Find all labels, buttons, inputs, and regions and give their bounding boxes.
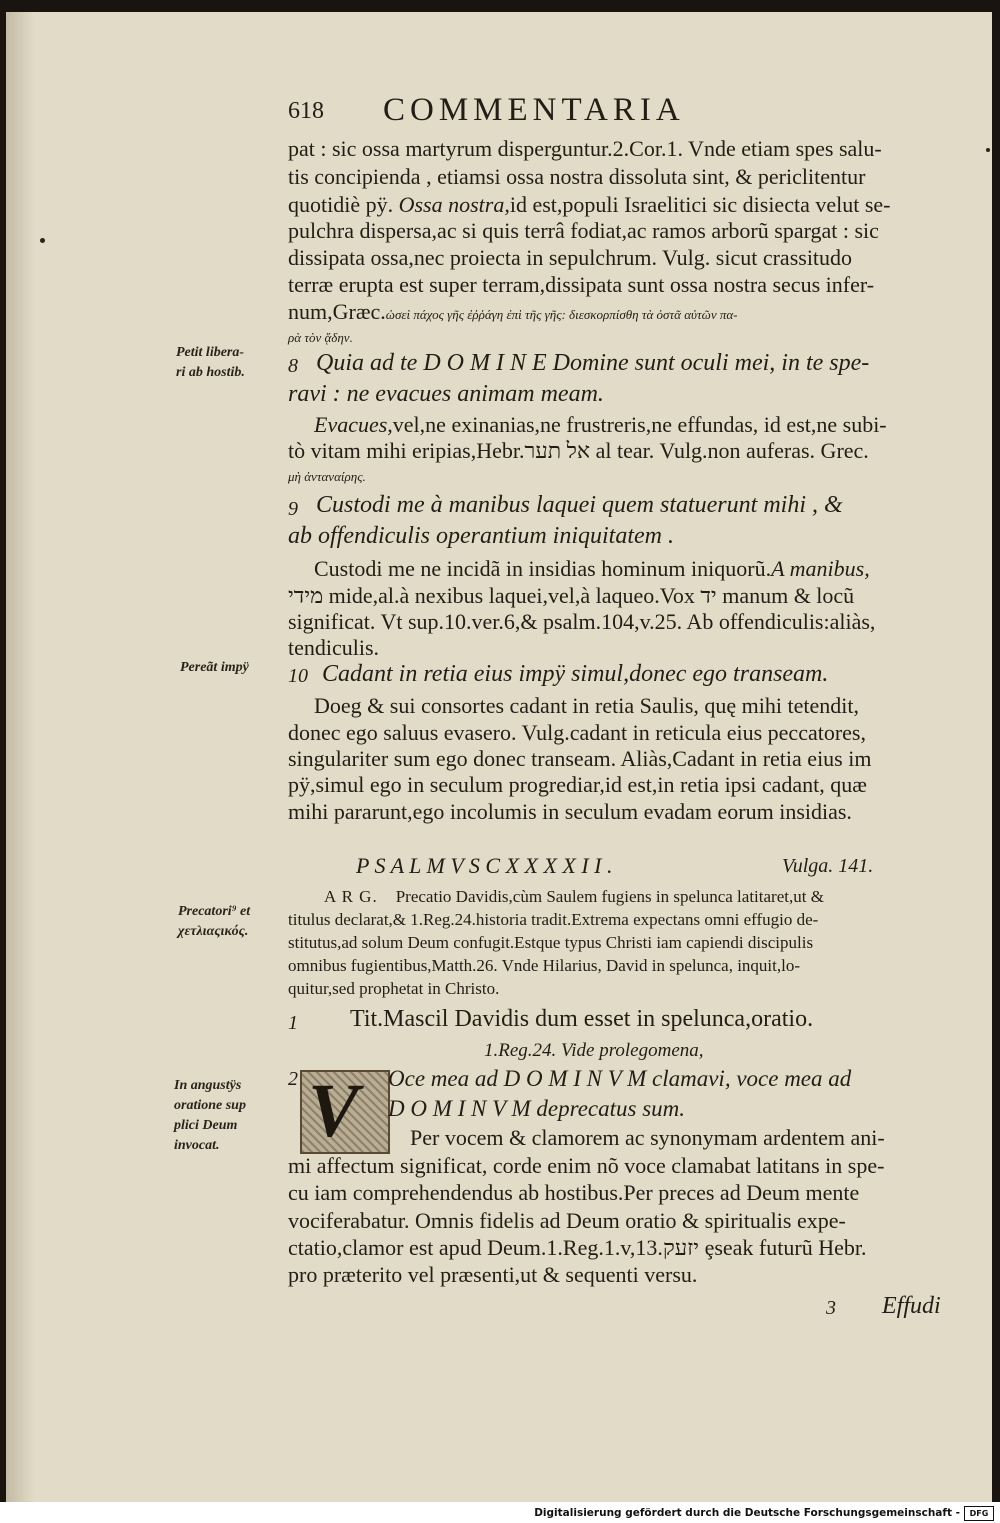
body-line: dissipata ossa,nec proiecta in sepulchrum. Vulg. sicut crassitudo <box>288 245 853 270</box>
body-line: mihi pararunt,ego incolumis in seculum evadam eorum insidias. <box>288 799 852 824</box>
body-line: significat. Vt sup.10.ver.6,& psalm.104,v.25. Ab offendiculis:aliàs, <box>288 609 876 634</box>
body-line: pÿ,simul ego in seculum progrediar,id est,in retia ipsi cadant, quæ <box>288 772 867 797</box>
body-line: Per vocem & clamorem ac synonymam ardentem ani- <box>410 1125 885 1150</box>
verse-number: 8 <box>288 355 298 377</box>
text-run-italic: Evacues, <box>314 412 393 437</box>
margin-note-line: oratione sup <box>174 1098 246 1113</box>
verse-text: Quia ad te D O M I N E Domine sunt oculi mei, in te spe- <box>316 350 870 376</box>
argument-line: titulus declarat,& 1.Reg.24.historia tradit.Extrema expectans omni effugio de- <box>288 910 819 929</box>
verse-text: ravi : ne evacues animam meam. <box>288 381 604 407</box>
margin-note-angustiis <box>174 1076 246 1156</box>
body-line: pulchra dispersa,ac si quis terrâ fodiat,ac ramos arborũ spargat : sic <box>288 218 879 243</box>
psalm-vulgate-number: Vulga. 141. <box>782 855 874 877</box>
body-line: tendiculis. <box>288 635 380 660</box>
verse-text: Custodi me à manibus laquei quem statuerunt mihi , & <box>316 492 843 518</box>
body-line: cu iam comprehendendus ab hostibus.Per preces ad Deum mente <box>288 1180 860 1205</box>
page-number: 618 <box>288 98 324 124</box>
ink-speck <box>40 238 45 243</box>
digitization-credit: Digitalisierung gefördert durch die Deutsche Forschungsgemeinschaft - <box>534 1507 960 1519</box>
margin-note-line: Precatori⁹ et <box>178 904 251 919</box>
margin-note-line: plici Deum <box>174 1118 238 1133</box>
body-line <box>288 192 890 218</box>
body-line: ρὰ τὸν ᾅδην. <box>288 330 353 345</box>
text-run-italic: A manibus, <box>771 556 870 581</box>
text-run: A R G. <box>324 887 378 906</box>
body-line <box>288 299 738 328</box>
body-line: pro præterito vel præsenti,ut & sequenti versu. <box>288 1262 698 1287</box>
text-run-italic: Ossa nostra, <box>398 192 510 217</box>
margin-note-line: χετλιαςικός. <box>178 924 249 939</box>
text-run: id est,populi Israelitici sic disiecta velut se- <box>509 192 891 217</box>
running-title: COMMENTARIA <box>383 92 685 128</box>
body-line: μὴ ἀνταναίρης. <box>288 469 366 484</box>
text-run: quotidiè pÿ. <box>288 192 394 217</box>
verse-number: 10 <box>288 665 308 687</box>
body-line: Doeg & sui consortes cadant in retia Saulis, quę mihi tetendit, <box>314 693 859 718</box>
body-line: vociferabatur. Omnis fidelis ad Deum oratio & spiritualis expe- <box>288 1208 846 1233</box>
verse-text: D O M I N V M deprecatus sum. <box>388 1096 686 1121</box>
ink-speck <box>986 148 990 152</box>
body-line: tis concipienda , etiamsi ossa nostra dissoluta sint, & periclitentur <box>288 164 866 189</box>
body-line: ctatio,clamor est apud Deum.1.Reg.1.v,13.יזעק ȩseak futurũ Hebr. <box>288 1235 867 1260</box>
greek-text: ὡσεὶ πάχος γῆς ἐῤῥάγη ἐπὶ τῆς γῆς: διεσκορπίσθη τὰ ὀστᾶ αὐτῶν πα- <box>385 307 738 322</box>
body-line <box>314 412 887 438</box>
argument-line: stitutus,ad solum Deum confugit.Estque typus Christi iam capiendi discipulis <box>288 933 814 952</box>
psalm-title: Tit.Mascil Davidis dum esset in spelunca,oratio. <box>350 1006 814 1032</box>
body-line: mi affectum significat, corde enim nõ voce clamabat latitans in spe- <box>288 1153 885 1178</box>
argument-line: omnibus fugientibus,Matth.26. Vnde Hilarius, David in spelunca, inquit,lo- <box>288 956 800 975</box>
margin-note-line: ri ab hostib. <box>176 365 245 380</box>
margin-note-precatori <box>178 902 250 942</box>
verse-number: 3 <box>826 1297 836 1319</box>
dfg-logo: DFG <box>964 1506 994 1521</box>
initial-letter: V <box>308 1069 359 1153</box>
margin-note-petit <box>176 343 245 383</box>
decorated-initial <box>300 1070 390 1154</box>
text-run: vel,ne exinanias,ne frustreris,ne effundas, id est,ne subi- <box>392 412 887 437</box>
verse-number: 2 <box>288 1068 298 1090</box>
margin-note-line: In angustÿs <box>174 1078 242 1093</box>
margin-note-line: invocat. <box>174 1138 220 1153</box>
text-run: num,Græc. <box>288 299 386 324</box>
verse-text: ab offendiculis operantium iniquitatem . <box>288 523 674 549</box>
argument-line: quitur,sed prophetat in Christo. <box>288 979 500 998</box>
body-line: tò vitam mihi eripias,Hebr.אל תער al tear. Vulg.non auferas. Grec. <box>288 438 869 463</box>
verse-text: Cadant in retia eius impÿ simul,donec ego transeam. <box>322 661 829 687</box>
verse-text: Oce mea ad D O M I N V M clamavi, voce mea ad <box>388 1066 852 1091</box>
body-line <box>314 556 870 582</box>
body-line: singulariter sum ego donec transeam. Aliàs,Cadant in retia eius im <box>288 746 872 771</box>
body-line: מידי mide,al.à nexibus laquei,vel,à laqueo.Vox יד manum & locũ <box>288 583 855 608</box>
body-line: terræ erupta est super terram,dissipata sunt ossa nostra secus infer- <box>288 272 875 297</box>
psalm-heading: P S A L M V S C X X X X I I . <box>356 853 613 878</box>
margin-note-line: Pereãt impÿ <box>180 660 249 675</box>
body-line: pat : sic ossa martyrum disperguntur.2.Cor.1. Vnde etiam spes salu- <box>288 136 882 161</box>
margin-note-line: Petit libera- <box>176 345 245 360</box>
reference-line: 1.Reg.24. Vide prolegomena, <box>484 1040 704 1061</box>
verse-number: 9 <box>288 498 298 520</box>
text-run: Precatio Davidis,cùm Saulem fugiens in spelunca latitaret,ut & <box>395 887 824 906</box>
catchword: Effudi <box>882 1293 941 1319</box>
body-line: donec ego saluus evasero. Vulg.cadant in reticula eius peccatores, <box>288 720 866 745</box>
text-run: Custodi me ne incidã in insidias hominum iniquorũ. <box>314 556 772 581</box>
margin-note-pereant <box>180 658 249 678</box>
verse-number: 1 <box>288 1012 298 1034</box>
